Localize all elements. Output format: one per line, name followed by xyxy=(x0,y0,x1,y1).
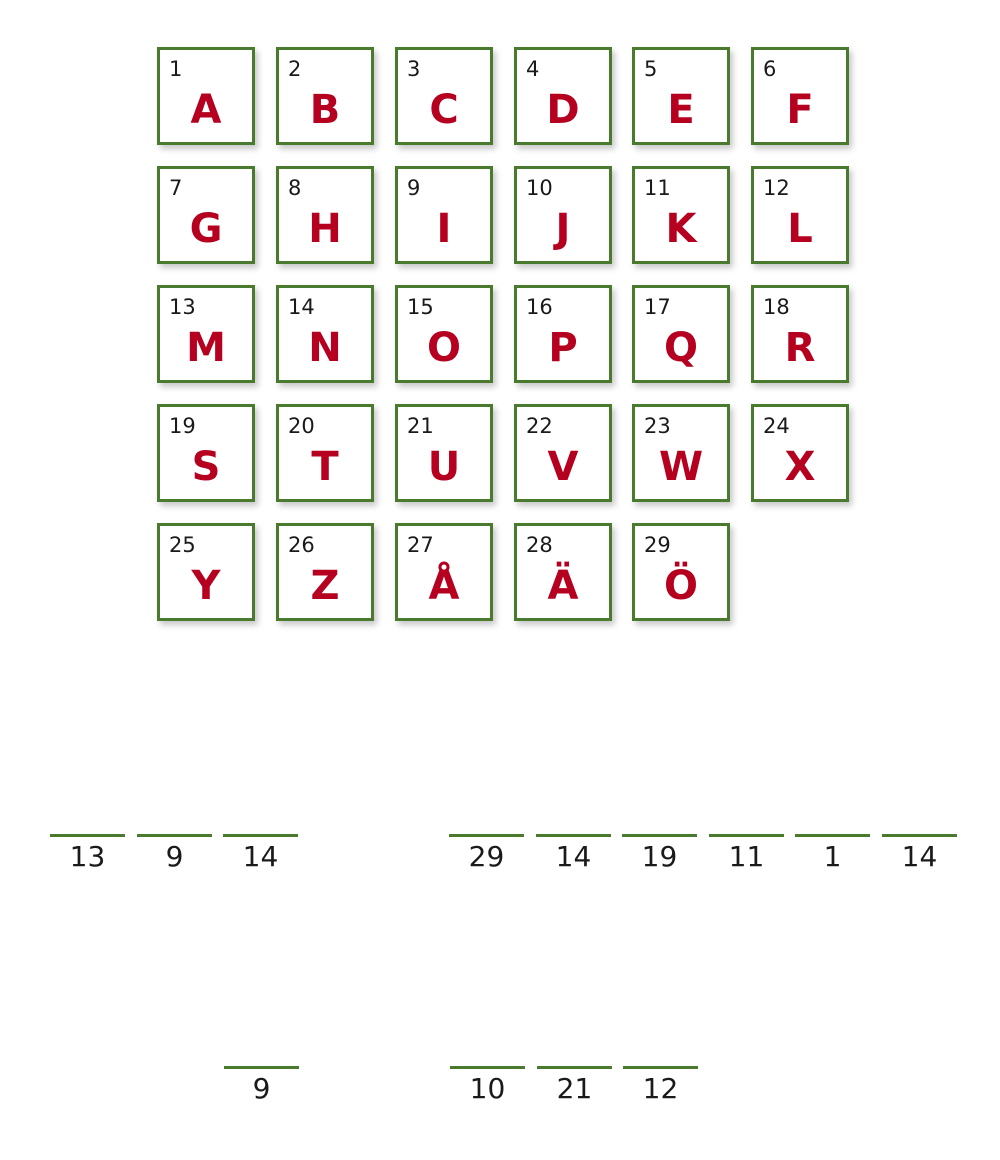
tile-letter: S xyxy=(191,444,221,490)
answer-slot[interactable] xyxy=(795,834,870,874)
answer-line xyxy=(50,834,125,837)
tile-number: 5 xyxy=(644,57,658,81)
tile-w[interactable] xyxy=(632,404,730,502)
slot-number: 13 xyxy=(69,840,106,873)
tile-k[interactable] xyxy=(632,166,730,264)
tile-j[interactable] xyxy=(514,166,612,264)
tile-b[interactable] xyxy=(276,47,374,145)
answer-slot[interactable] xyxy=(449,834,524,874)
tile-letter: K xyxy=(665,206,697,252)
tile-letter: C xyxy=(429,87,459,133)
answer-slot[interactable] xyxy=(623,1066,698,1106)
answer-slot[interactable] xyxy=(450,1066,525,1106)
tile-number: 28 xyxy=(526,533,553,557)
tile-h[interactable] xyxy=(276,166,374,264)
tile-number: 13 xyxy=(169,295,196,319)
tile-f[interactable] xyxy=(751,47,849,145)
slot-number: 9 xyxy=(252,1072,271,1105)
answer-line xyxy=(223,834,298,837)
tile-letter: Q xyxy=(663,325,698,371)
answer-slot[interactable] xyxy=(882,834,957,874)
tile-n[interactable] xyxy=(276,285,374,383)
answer-line xyxy=(450,1066,525,1069)
tile-letter: T xyxy=(311,444,339,490)
tile-t[interactable] xyxy=(276,404,374,502)
tile-g[interactable] xyxy=(157,166,255,264)
answer-line xyxy=(882,834,957,837)
tile-number: 24 xyxy=(763,414,790,438)
slot-number: 14 xyxy=(242,840,279,873)
tile-d[interactable] xyxy=(514,47,612,145)
slot-number: 9 xyxy=(165,840,184,873)
tile-letter: B xyxy=(309,87,341,133)
tile-a[interactable] xyxy=(157,47,255,145)
tile-letter: R xyxy=(784,325,816,371)
tile-letter: I xyxy=(436,206,452,252)
tile-letter: G xyxy=(189,206,223,252)
tile-number: 26 xyxy=(288,533,315,557)
slot-number: 21 xyxy=(556,1072,593,1105)
slot-number: 19 xyxy=(641,840,678,873)
tile-y[interactable] xyxy=(157,523,255,621)
tile-letter: Ä xyxy=(547,563,579,609)
tile-number: 23 xyxy=(644,414,671,438)
tile-number: 19 xyxy=(169,414,196,438)
tile-letter: M xyxy=(186,325,226,371)
tile-x[interactable] xyxy=(751,404,849,502)
answer-slot[interactable] xyxy=(622,834,697,874)
tile-letter: A xyxy=(190,87,222,133)
tile-letter: O xyxy=(426,325,461,371)
tile-letter: N xyxy=(308,325,342,371)
tile-u[interactable] xyxy=(395,404,493,502)
tile-number: 6 xyxy=(763,57,777,81)
tile-number: 8 xyxy=(288,176,302,200)
slot-number: 1 xyxy=(823,840,842,873)
tile-letter: P xyxy=(548,325,578,371)
answer-slot[interactable] xyxy=(224,1066,299,1106)
slot-number: 11 xyxy=(728,840,765,873)
tile-number: 29 xyxy=(644,533,671,557)
tile-number: 16 xyxy=(526,295,553,319)
tile-number: 2 xyxy=(288,57,302,81)
tile-a-ring[interactable] xyxy=(395,523,493,621)
tile-number: 3 xyxy=(407,57,421,81)
answer-slot[interactable] xyxy=(50,834,125,874)
tile-v[interactable] xyxy=(514,404,612,502)
tile-number: 11 xyxy=(644,176,671,200)
answer-line xyxy=(709,834,784,837)
tile-number: 12 xyxy=(763,176,790,200)
answer-slot[interactable] xyxy=(537,1066,612,1106)
slot-number: 14 xyxy=(555,840,592,873)
tile-q[interactable] xyxy=(632,285,730,383)
tile-r[interactable] xyxy=(751,285,849,383)
tile-i[interactable] xyxy=(395,166,493,264)
answer-slot[interactable] xyxy=(709,834,784,874)
tile-letter: X xyxy=(784,444,816,490)
answer-line xyxy=(536,834,611,837)
tile-letter: E xyxy=(667,87,695,133)
tile-letter: Z xyxy=(310,563,340,609)
tile-letter: F xyxy=(786,87,814,133)
tile-letter: H xyxy=(308,206,342,252)
answer-line xyxy=(137,834,212,837)
tile-letter: D xyxy=(546,87,580,133)
tile-number: 21 xyxy=(407,414,434,438)
tile-o[interactable] xyxy=(395,285,493,383)
tile-number: 27 xyxy=(407,533,434,557)
tile-e[interactable] xyxy=(632,47,730,145)
tile-number: 1 xyxy=(169,57,183,81)
tile-letter: W xyxy=(658,444,704,490)
answer-line xyxy=(449,834,524,837)
tile-m[interactable] xyxy=(157,285,255,383)
tile-letter: Ö xyxy=(663,563,698,609)
answer-slot[interactable] xyxy=(223,834,298,874)
tile-letter: L xyxy=(787,206,813,252)
tile-z[interactable] xyxy=(276,523,374,621)
tile-number: 9 xyxy=(407,176,421,200)
tile-number: 10 xyxy=(526,176,553,200)
answer-line xyxy=(622,834,697,837)
tile-p[interactable] xyxy=(514,285,612,383)
answer-line xyxy=(623,1066,698,1069)
tile-letter: Å xyxy=(428,563,460,609)
slot-number: 14 xyxy=(901,840,938,873)
slot-number: 29 xyxy=(468,840,505,873)
tile-number: 7 xyxy=(169,176,183,200)
tile-l[interactable] xyxy=(751,166,849,264)
tile-a-umlaut[interactable] xyxy=(514,523,612,621)
answer-slot[interactable] xyxy=(137,834,212,874)
answer-line xyxy=(537,1066,612,1069)
tile-number: 18 xyxy=(763,295,790,319)
slot-number: 10 xyxy=(469,1072,506,1105)
answer-line xyxy=(795,834,870,837)
tile-s[interactable] xyxy=(157,404,255,502)
tile-number: 4 xyxy=(526,57,540,81)
tile-o-umlaut[interactable] xyxy=(632,523,730,621)
tile-c[interactable] xyxy=(395,47,493,145)
tile-number: 15 xyxy=(407,295,434,319)
answer-line xyxy=(224,1066,299,1069)
tile-letter: V xyxy=(547,444,579,490)
tile-number: 17 xyxy=(644,295,671,319)
tile-letter: J xyxy=(555,206,571,252)
tile-letter: Y xyxy=(191,563,221,609)
answer-slot[interactable] xyxy=(536,834,611,874)
tile-number: 25 xyxy=(169,533,196,557)
cipher-puzzle xyxy=(0,640,1000,1160)
tile-number: 22 xyxy=(526,414,553,438)
slot-number: 12 xyxy=(642,1072,679,1105)
tile-letter: U xyxy=(427,444,461,490)
tile-number: 14 xyxy=(288,295,315,319)
tile-number: 20 xyxy=(288,414,315,438)
